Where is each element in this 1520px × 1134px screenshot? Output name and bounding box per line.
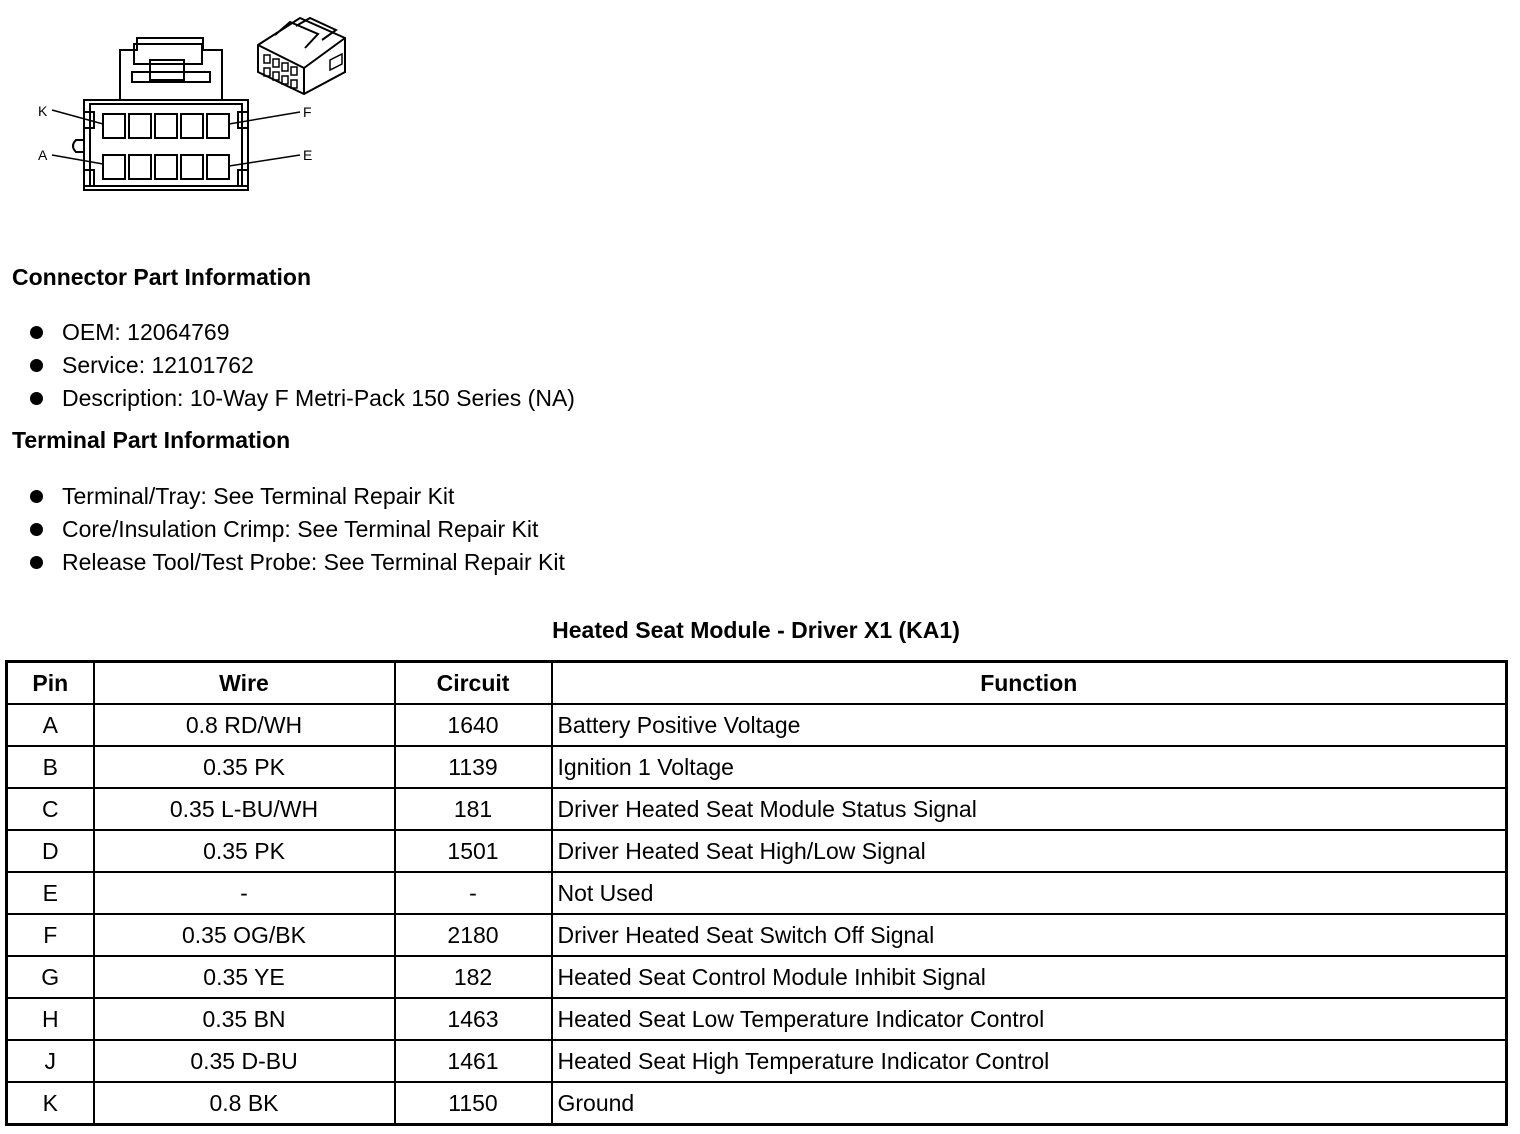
function-cell: Battery Positive Voltage — [552, 704, 1507, 746]
bullet-icon — [30, 556, 43, 569]
list-item: Service: 12101762 — [30, 349, 575, 382]
wire-cell: 0.8 BK — [94, 1082, 395, 1125]
pin-cell: G — [7, 956, 94, 998]
table-row — [7, 872, 1507, 914]
table-row — [7, 704, 1507, 746]
list-item: Description: 10-Way F Metri-Pack 150 Series (NA) — [30, 382, 575, 415]
function-cell: Ground — [552, 1082, 1507, 1125]
pin-cell: B — [7, 746, 94, 788]
list-item: Terminal/Tray: See Terminal Repair Kit — [30, 480, 565, 513]
circuit-cell: 1461 — [395, 1040, 552, 1082]
pin-cell: J — [7, 1040, 94, 1082]
function-cell: Heated Seat High Temperature Indicator Control — [552, 1040, 1507, 1082]
circuit-cell: 1501 — [395, 830, 552, 872]
wire-cell: - — [94, 872, 395, 914]
function-cell: Ignition 1 Voltage — [552, 746, 1507, 788]
pin-cell: F — [7, 914, 94, 956]
callout-k: K — [38, 103, 48, 119]
pinout-table — [5, 660, 1508, 1126]
connector-diagram — [20, 8, 380, 208]
header-function: Function — [552, 662, 1507, 705]
table-title: Heated Seat Module - Driver X1 (KA1) — [552, 617, 960, 643]
table-row — [7, 914, 1507, 956]
bullet-icon — [30, 392, 43, 405]
list-item: Release Tool/Test Probe: See Terminal Repair Kit — [30, 546, 565, 579]
wire-cell: 0.35 L-BU/WH — [94, 788, 395, 830]
pin-cell: A — [7, 704, 94, 746]
circuit-cell: 181 — [395, 788, 552, 830]
table-row — [7, 998, 1507, 1040]
table-body — [7, 704, 1507, 1125]
pin-cell: D — [7, 830, 94, 872]
circuit-cell: 2180 — [395, 914, 552, 956]
table-row — [7, 746, 1507, 788]
bullet-icon — [30, 326, 43, 339]
bullet-icon — [30, 523, 43, 536]
callout-a: A — [38, 147, 48, 163]
wire-cell: 0.35 BN — [94, 998, 395, 1040]
list-item: Core/Insulation Crimp: See Terminal Repair Kit — [30, 513, 565, 546]
table-row — [7, 830, 1507, 872]
circuit-cell: 182 — [395, 956, 552, 998]
function-cell: Heated Seat Low Temperature Indicator Control — [552, 998, 1507, 1040]
function-cell: Heated Seat Control Module Inhibit Signal — [552, 956, 1507, 998]
header-circuit: Circuit — [395, 662, 552, 705]
wire-cell: 0.35 D-BU — [94, 1040, 395, 1082]
callout-e: E — [303, 147, 313, 163]
bullet-icon — [30, 359, 43, 372]
circuit-cell: 1640 — [395, 704, 552, 746]
list-item: OEM: 12064769 — [30, 316, 575, 349]
table-row — [7, 788, 1507, 830]
pin-cell: K — [7, 1082, 94, 1125]
table-row — [7, 1040, 1507, 1082]
connector-part-info-title: Connector Part Information — [12, 264, 312, 290]
table-row — [7, 956, 1507, 998]
circuit-cell: 1139 — [395, 746, 552, 788]
function-cell: Driver Heated Seat Switch Off Signal — [552, 914, 1507, 956]
wire-cell: 0.8 RD/WH — [94, 704, 395, 746]
circuit-cell: - — [395, 872, 552, 914]
table-header-row — [7, 662, 1507, 705]
pin-cell: H — [7, 998, 94, 1040]
wire-cell: 0.35 PK — [94, 830, 395, 872]
pin-cell: C — [7, 788, 94, 830]
circuit-cell: 1150 — [395, 1082, 552, 1125]
function-cell: Driver Heated Seat Module Status Signal — [552, 788, 1507, 830]
circuit-cell: 1463 — [395, 998, 552, 1040]
wire-cell: 0.35 PK — [94, 746, 395, 788]
pin-cell: E — [7, 872, 94, 914]
header-wire: Wire — [94, 662, 395, 705]
header-pin: Pin — [7, 662, 94, 705]
connector-part-info-list — [30, 316, 575, 415]
table-row — [7, 1082, 1507, 1125]
wire-cell: 0.35 YE — [94, 956, 395, 998]
terminal-part-info-list — [30, 480, 565, 579]
wire-cell: 0.35 OG/BK — [94, 914, 395, 956]
connector-iso-icon — [258, 18, 345, 94]
callout-f: F — [303, 104, 312, 120]
function-cell: Driver Heated Seat High/Low Signal — [552, 830, 1507, 872]
function-cell: Not Used — [552, 872, 1507, 914]
terminal-part-info-title: Terminal Part Information — [12, 427, 291, 453]
bullet-icon — [30, 490, 43, 503]
